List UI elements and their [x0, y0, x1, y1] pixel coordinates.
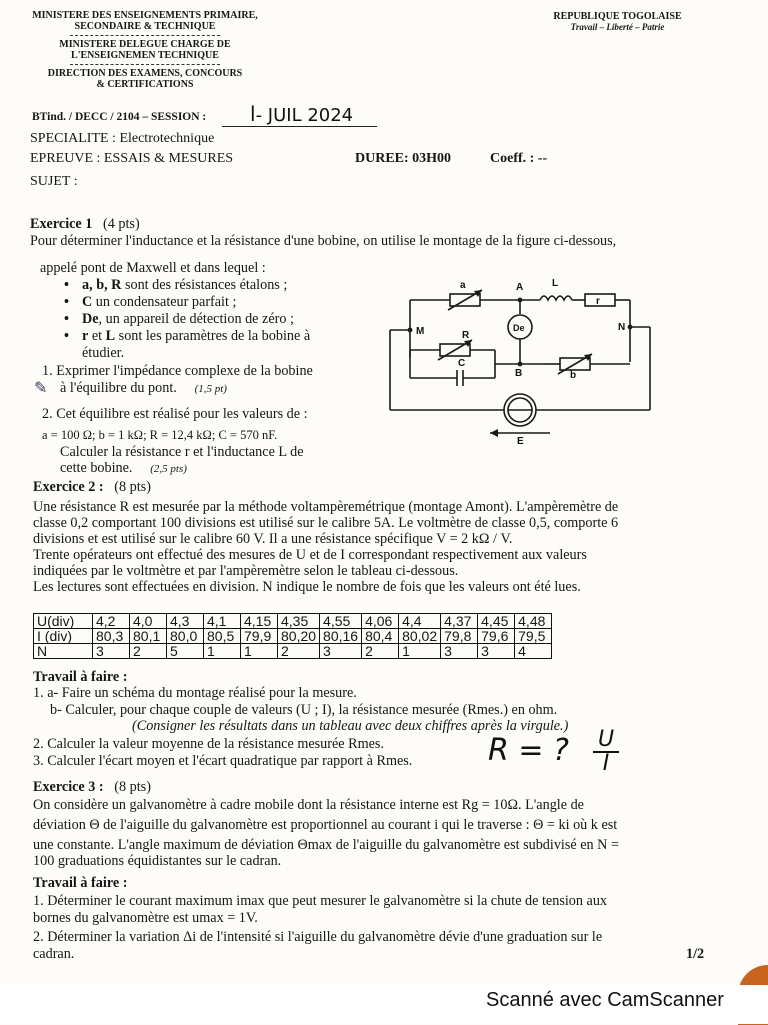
ministry2-line1: MINISTERE DELEGUE CHARGE DE [59, 39, 231, 50]
fig-label-N: N [618, 322, 626, 333]
ex2-w1a: 1. a- Faire un schéma du montage réalisé pour la mesure. [33, 685, 357, 701]
ex3-heading [33, 779, 151, 795]
table-cell: 4,1 [204, 614, 241, 629]
table-cell: 79,8 [441, 629, 478, 644]
table-cell: 2 [130, 644, 167, 659]
table-cell: 80,1 [130, 629, 167, 644]
table-cell: 80,4 [362, 629, 399, 644]
motto: Travail – Liberté – Patrie [570, 22, 665, 32]
ex3-w2a: 2. Déterminer la variation Δi de l'intensité si l'aiguille du galvanomètre dévie d'une graduation sur le [33, 929, 603, 945]
table-cell: 4,2 [93, 614, 130, 629]
ex2-w1b: b- Calculer, pour chaque couple de valeurs (U ; I), la résistance mesurée (Rmes.) en ohm. [50, 702, 558, 718]
epreuve: EPREUVE : ESSAIS & MESURES [30, 151, 234, 166]
ex1-title: Exercice 1 [30, 216, 93, 232]
ex1-points: (4 pts) [103, 216, 140, 232]
table-cell: 79,5 [515, 629, 552, 644]
ex2-heading [33, 479, 151, 495]
fig-label-A: A [516, 282, 524, 293]
table-cell: 3 [441, 644, 478, 659]
ex1-q1-points: (1,5 pt) [194, 383, 227, 395]
ex2-w1-note: (Consigner les résultats dans un tableau avec deux chiffres après la virgule.) [132, 718, 569, 734]
table-cell: 80,3 [93, 629, 130, 644]
duree: DUREE: 03H00 [355, 151, 452, 166]
ex1-intro1: Pour déterminer l'inductance et la résistance d'une bobine, on utilise le montage de la figure ci-dessous, [30, 233, 617, 249]
table-cell: 1 [204, 644, 241, 659]
divider [70, 64, 220, 65]
ministry1-line2: SECONDAIRE & TECHNIQUE [74, 21, 216, 32]
republic-name: REPUBLIQUE TOGOLAISE [553, 11, 682, 22]
table-cell: 79,6 [478, 629, 515, 644]
table-cell: 80,02 [399, 629, 441, 644]
ex1-q2-points: (2,5 pts) [150, 463, 187, 475]
table-cell: 80,16 [320, 629, 362, 644]
table-cell: 4,0 [130, 614, 167, 629]
handwritten-annotation: R = ? [488, 733, 569, 768]
pen-scribble-icon: ✎ [34, 378, 48, 397]
direction-line1: DIRECTION DES EXAMENS, CONCOURS [47, 68, 243, 79]
bullet-continuation: étudier. [82, 345, 125, 361]
fig-label-R: R [462, 330, 470, 341]
session-underline [222, 126, 377, 127]
ex2-p5: indiquées par le voltmètre et par l'ampèremètre selon le tableau ci-dessous. [33, 563, 459, 579]
ex2-p2: classe 0,2 comportant 100 divisions est utilisé sur le calibre 5A. Le voltmètre de classe 0,5, comporte 6 [33, 515, 619, 531]
bullet-item: • C un condensateur parfait ; [58, 294, 310, 311]
ex3-w2b: cadran. [33, 946, 75, 962]
table-cell: 4 [515, 644, 552, 659]
ex2-points: (8 pts) [114, 479, 151, 495]
page-number: 1/2 [686, 946, 705, 962]
table-row [34, 629, 552, 644]
table-cell: 4,4 [399, 614, 441, 629]
fig-label-E: E [517, 436, 524, 447]
ex3-p1: On considère un galvanomètre à cadre mobile dont la résistance interne est Rg = 10Ω. L'angle de [33, 797, 584, 813]
ex1-q1-num: 1. [42, 363, 53, 379]
fig-label-De: De [513, 323, 525, 333]
fig-label-B: B [515, 368, 523, 379]
ex2-title: Exercice 2 : [33, 479, 104, 495]
direction-line2: & CERTIFICATIONS [96, 79, 194, 90]
ex3-work-title: Travail à faire : [33, 875, 128, 891]
fig-label-a: a [460, 280, 466, 291]
fig-label-C: C [458, 358, 466, 369]
table-cell: 5 [167, 644, 204, 659]
ex2-p1: Une résistance R est mesurée par la méthode voltampèremétrique (montage Amont). L'ampèremètre de [33, 499, 619, 515]
ex1-q2-values: a = 100 Ω; b = 1 kΩ; R = 12,4 kΩ; C = 570 nF. [42, 428, 278, 442]
fig-label-b: b [570, 370, 577, 381]
bullet-item: • a, b, R sont des résistances étalons ; [58, 277, 310, 294]
ex1-q1-line2 [60, 380, 227, 397]
table-cell: 4,15 [241, 614, 278, 629]
session-label: BTind. / DECC / 2104 – SESSION : [32, 111, 207, 123]
coeff: Coeff. : -- [490, 151, 548, 166]
ex2-p3: divisions et est utilisé sur le calibre 60 V. Il a une résistance spécifique V = 2 kΩ / V. [33, 531, 513, 547]
row-header: I (div) [34, 629, 93, 644]
ex1-q2-line4: cette bobine. (2,5 pts) [60, 460, 187, 476]
ex1-bullets [58, 277, 310, 362]
measurement-table [33, 613, 552, 659]
fig-label-r: r [596, 296, 600, 307]
ex2-p4: Trente opérateurs ont effectué des mesures de U et de I correspondant respectivement aux valeurs [33, 547, 587, 563]
table-cell: 80,0 [167, 629, 204, 644]
ex3-title: Exercice 3 : [33, 779, 104, 795]
row-header: U(div) [34, 614, 93, 629]
ex2-w2: 2. Calculer la valeur moyenne de la résistance mesurée Rmes. [33, 736, 385, 752]
ex2-p6: Les lectures sont effectuées en division. N indique le nombre de fois que les valeurs ont été lues. [33, 579, 581, 595]
ex2-w3: 3. Calculer l'écart moyen et l'écart quadratique par rapport à Rmes. [33, 753, 413, 769]
ex3-p2: déviation Θ de l'aiguille du galvanomètre est proportionnel au courant i qui le traverse : Θ = ki où k est [33, 817, 618, 833]
table-cell: 4,48 [515, 614, 552, 629]
ex1-q1-text2: à l'équilibre du pont. [60, 380, 177, 396]
republic-header [545, 11, 690, 32]
table-row [34, 614, 552, 629]
ex3-p4: 100 graduations équidistantes sur le cadran. [33, 853, 282, 869]
ex3-w1b: bornes du galvanomètre est umax = 1V. [33, 910, 258, 926]
table-cell: 3 [93, 644, 130, 659]
ex1-heading [30, 216, 140, 232]
table-cell: 80,20 [278, 629, 320, 644]
ministry-header [30, 10, 260, 90]
ministry2-line2: L'ENSEIGNEMEN TECHNIQUE [71, 50, 219, 61]
table-cell: 79,9 [241, 629, 278, 644]
table-cell: 1 [399, 644, 441, 659]
row-header: N [34, 644, 93, 659]
bullet-item: • De, un appareil de détection de zéro ; [58, 311, 310, 328]
table-cell: 2 [362, 644, 399, 659]
scanner-watermark: Scanné avec CamScanner [486, 989, 724, 1011]
table-cell: 80,5 [204, 629, 241, 644]
ex3-w1a: 1. Déterminer le courant maximum imax que peut mesurer le galvanomètre si la chute de tension aux [33, 893, 608, 909]
sujet: SUJET : [30, 174, 78, 189]
fig-label-L: L [552, 278, 559, 289]
table-cell: 2 [278, 644, 320, 659]
session-stamp-text: - JUIL 2024 [255, 105, 354, 126]
session-stamp: l- JUIL 2024 [250, 102, 354, 126]
table-cell: 1 [241, 644, 278, 659]
table-row [34, 644, 552, 659]
bullet-item: • r et L sont les paramètres de la bobine à [58, 328, 310, 345]
ex2-work-title: Travail à faire : [33, 669, 128, 685]
ex1-intro2: appelé pont de Maxwell et dans lequel : [40, 260, 266, 276]
handwritten-fraction: U I [593, 730, 619, 774]
table-cell: 4,37 [441, 614, 478, 629]
ministry1-line1: MINISTERE DES ENSEIGNEMENTS PRIMAIRE, [32, 10, 258, 21]
table-cell: 3 [478, 644, 515, 659]
speciality: SPECIALITE : Electrotechnique [30, 131, 215, 146]
fig-label-M: M [416, 326, 425, 337]
table-cell: 4,55 [320, 614, 362, 629]
maxwell-bridge-figure [380, 272, 665, 447]
ex3-p3: une constante. L'angle maximum de déviation Θmax de l'aiguille du galvanomètre est subdivisé en N = [33, 837, 619, 853]
ex1-q1-text1: Exprimer l'impédance complexe de la bobine [56, 363, 313, 379]
table-cell: 4,3 [167, 614, 204, 629]
ex3-points: (8 pts) [114, 779, 151, 795]
ex1-q2-line1: 2. Cet équilibre est réalisé pour les valeurs de : [42, 406, 308, 422]
ex1-q2-line3: Calculer la résistance r et l'inductance L de [60, 444, 304, 460]
table-cell: 4,06 [362, 614, 399, 629]
ex1-q1-line1 [42, 363, 313, 379]
table-cell: 3 [320, 644, 362, 659]
table-cell: 4,35 [278, 614, 320, 629]
table-cell: 4,45 [478, 614, 515, 629]
divider [70, 35, 220, 36]
